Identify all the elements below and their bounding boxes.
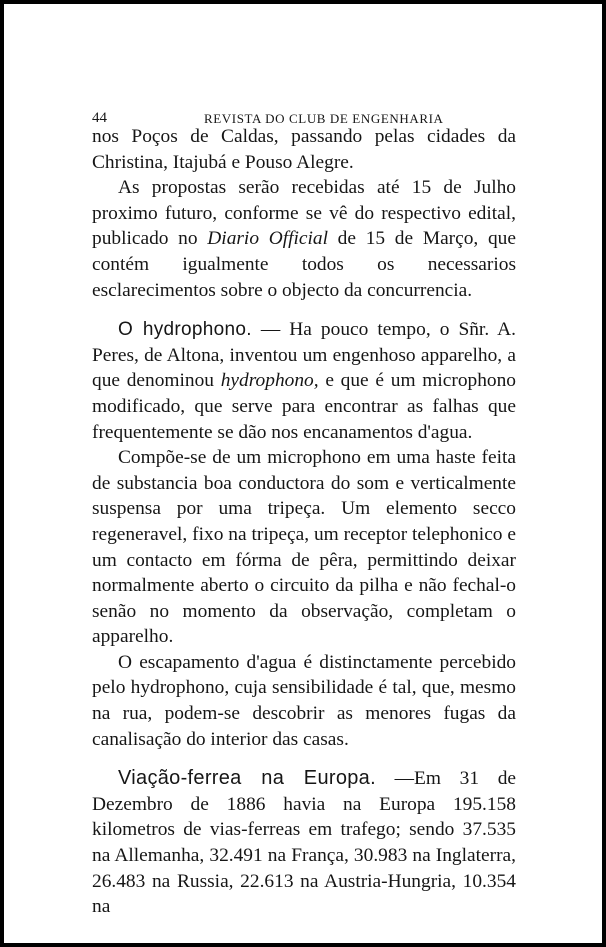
paragraph-proposals-text-2: de 15 de Março, que contém igualmente todos os necessarios esclarecimentos sobre o objecto da concurrencia.	[92, 228, 516, 301]
paragraph-proposals-text-1: As propostas serão recebidas até 15 de Julho proximo futuro, conforme se vê do respectivo edital, publicado no	[92, 177, 516, 250]
diario-official-italic: Diario Official	[207, 228, 328, 250]
paragraph-continuation: nos Poços de Caldas, passando pelas cidades da Christina, Itajubá e Pouso Alegre.	[92, 126, 516, 173]
page-number: 44	[92, 110, 107, 126]
hydrophono-paragraph-3: O escapamento d'agua é distinctamente percebido pelo hydrophono, cuja sensibilidade é tal, que, mesmo na rua, podem-se descobrir as menores fugas da canalisação do interior das casas.	[92, 651, 516, 750]
hydrophono-heading: O hydrophono.	[118, 319, 252, 341]
hydrophono-paragraph-1	[92, 317, 516, 445]
hydrophono-text-1: — Ha pouco tempo, o Sñr. A. Peres, de Altona, inventou um engenhoso apparelho, a que denominou	[92, 319, 516, 392]
journal-page	[92, 98, 516, 920]
hydrophono-paragraph-2: Compõe-se de um microphono em uma haste feita de substancia boa conductora do som e verticalmente suspensa por uma tripeça. Um elemento secco regeneravel, fixo na tripeça, um receptor telephonico e um contacto em fórma de pêra, permittindo deixar normalmente aberto o circuito da pilha e não fechal-o senão no momento da observação, completam o apparelho.	[92, 447, 516, 648]
hydrophono-italic: hydrophono,	[220, 370, 319, 392]
hydrophono-text-2: e que é um microphono modificado, que serve para encontrar as falhas que frequentemente se dão nos encanamentos d'agua.	[92, 370, 516, 443]
viacao-text: —Em 31 de Dezembro de 1886 havia na Europa 195.158 kilometros de vias-ferreas em trafego; sendo 37.535 na Allemanha, 32.491 na França, 30.983 na Inglaterra, 26.483 na Russia, 22.613 na Austria-Hungria, 10.354 na	[92, 768, 516, 918]
page-header	[92, 98, 516, 124]
viacao-heading: Viação-ferrea na Europa.	[118, 767, 376, 790]
viacao-paragraph	[92, 766, 516, 920]
paragraph-proposals	[92, 175, 516, 303]
running-title: REVISTA DO CLUB DE ENGENHARIA	[204, 111, 444, 126]
